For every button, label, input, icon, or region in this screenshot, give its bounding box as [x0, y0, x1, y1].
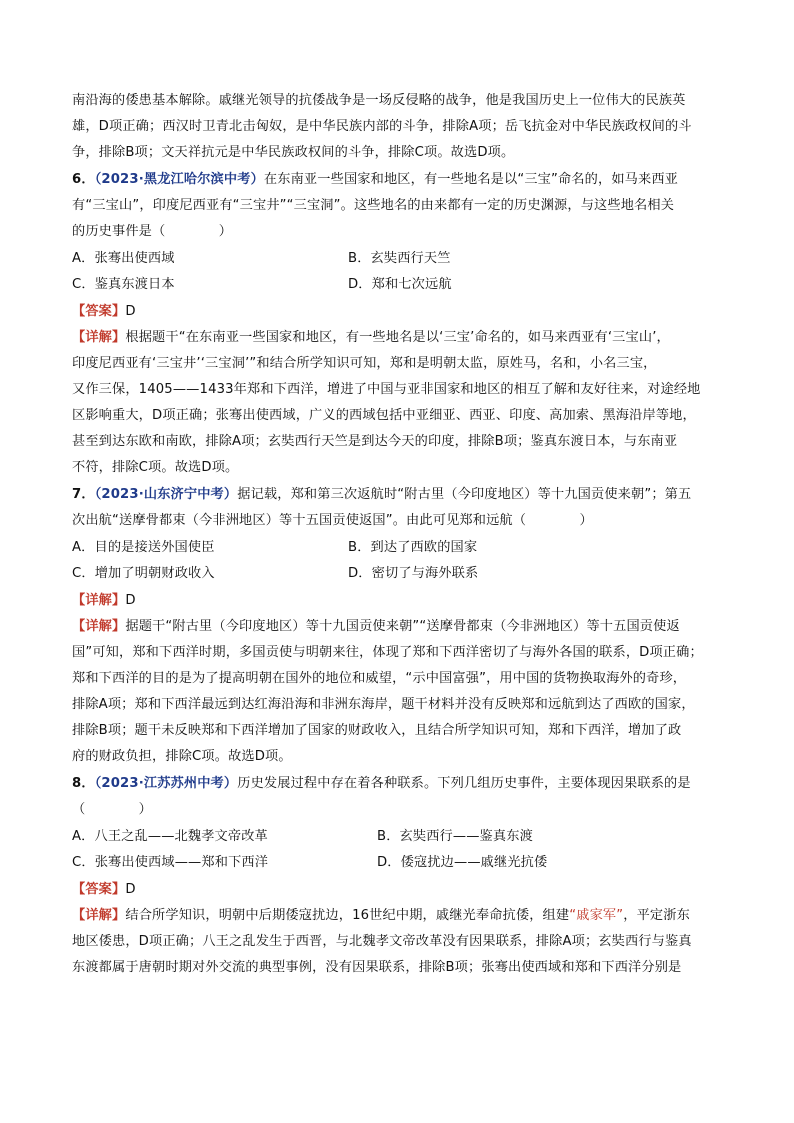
detail-line	[72, 616, 680, 638]
detail-text: 甚至到达东欧和南欧，排除A项；玄奘西行天竺是到达今天的印度，排除B项；鉴真东渡日本，与东南亚	[72, 434, 678, 449]
detail-text: 东渡都属于唐朝时期对外交流的典型事例，没有因果联系，排除B项；张骞出使西域和郑和下西洋分别是	[72, 960, 682, 975]
highlight-text: “戚家军”	[569, 908, 624, 923]
detail-text: 印度尼西亚有‘三宝井’‘三宝洞’”和结合所学知识可知，郑和是明朝太监，原姓马，名和，小名三宝，	[72, 356, 657, 371]
question-number: 6．	[72, 172, 95, 187]
option-a: A．张骞出使西域	[72, 251, 175, 266]
detail-text: 郑和下西洋的目的是为了提高明朝在国外的地位和威望，“示中国富强”，用中国的货物换取海外的奇珍，	[72, 671, 687, 686]
answer-line	[72, 879, 136, 901]
question-number: 8．	[72, 776, 95, 791]
option-b: B．到达了西欧的国家	[348, 540, 478, 555]
question-text: 据记载，郑和第三次返航时“附古里（今印度地区）等十九国贡使来朝”；第五	[237, 487, 692, 502]
detail-text: 根据题干“在东南亚一些国家和地区，有一些地名是以‘三宝’命名的，如马来西亚有‘三宝山’，	[125, 330, 670, 345]
question-number: 7．	[72, 487, 95, 502]
option-d: D．密切了与海外联系	[348, 566, 479, 581]
text-line: 争，排除B项；文天祥抗元是中华民族政权间的斗争，排除C项。故选D项。	[72, 145, 515, 160]
question-text: 次出航“送摩骨都束（今非洲地区）等十五国贡使返国”。由此可见郑和远航（ ）	[72, 513, 593, 528]
detail-text: 地区倭患，D项正确；八王之乱发生于西晋，与北魏孝文帝改革没有因果联系，排除A项；玄奘西行与鉴真	[72, 934, 692, 949]
detail-tag: 【详解】	[72, 593, 126, 608]
question-text: （ ）	[72, 802, 153, 817]
detail-line	[72, 327, 670, 349]
question-text: 有“三宝山”，印度尼西亚有“三宝井”“三宝洞”。这些地名的由来都有一定的历史渊源，与这些地名相关	[72, 198, 675, 213]
detail-text: 区影响重大，D项正确；张骞出使西域，广义的西域包括中亚细亚、西亚、印度、高加索、黑海沿岸等地，	[72, 408, 696, 423]
detail-text: 排除B项；题干未反映郑和下西洋增加了国家的财政收入，且结合所学知识可知，郑和下西洋，增加了政	[72, 723, 682, 738]
detail-text: 排除A项；郑和下西洋最远到达红海沿海和非洲东海岸，题干材料并没有反映郑和远航到达了西欧的国家，	[72, 697, 695, 712]
answer-tag: 【答案】	[72, 882, 126, 897]
option-c: C．增加了明朝财政收入	[72, 566, 215, 581]
question-text: 在东南亚一些国家和地区，有一些地名是以“三宝”命名的，如马来西亚	[263, 172, 679, 187]
answer-line	[72, 590, 136, 612]
detail-text: 府的财政负担，排除C项。故选D项。	[72, 749, 292, 764]
detail-tag: 【详解】	[72, 330, 126, 345]
question-source: （2023·黑龙江哈尔滨中考）	[94, 172, 264, 187]
option-a: A．八王之乱——北魏孝文帝改革	[72, 829, 268, 844]
detail-text: 不符，排除C项。故选D项。	[72, 460, 239, 475]
question-7-stem	[72, 484, 691, 506]
answer-value: D	[125, 882, 136, 897]
detail-text: 据题干“附古里（今印度地区）等十九国贡使来朝”“送摩骨都束（今非洲地区）等十五国贡使返	[125, 619, 680, 634]
option-c: C．张骞出使西域——郑和下西洋	[72, 855, 269, 870]
text-line: 南沿海的倭患基本解除。戚继光领导的抗倭战争是一场反侵略的战争，他是我国历史上一位伟大的民族英	[72, 93, 686, 108]
option-d: D．郑和七次远航	[348, 277, 452, 292]
question-6-stem	[72, 169, 678, 191]
question-8-stem	[72, 773, 691, 795]
question-text: 历史发展过程中存在着各种联系。下列几组历史事件，主要体现因果联系的是	[237, 776, 691, 791]
detail-line	[72, 905, 690, 927]
answer-line	[72, 301, 136, 323]
question-source: （2023·江苏苏州中考）	[94, 776, 238, 791]
option-c: C．鉴真东渡日本	[72, 277, 175, 292]
detail-tag: 【详解】	[72, 908, 126, 923]
question-source: （2023·山东济宁中考）	[94, 487, 238, 502]
detail-tag: 【详解】	[72, 619, 126, 634]
answer-value: D	[125, 304, 136, 319]
option-d: D．倭寇扰边——戚继光抗倭	[377, 855, 548, 870]
option-a: A．目的是接送外国使臣	[72, 540, 215, 555]
detail-text: 结合所学知识，明朝中后期倭寇扰边，16世纪中期，戚继光奉命抗倭，组建	[125, 908, 570, 923]
detail-text: ，平定浙东	[623, 908, 690, 923]
detail-text: 又作三保，1405——1433年郑和下西洋，增进了中国与亚非国家和地区的相互了解和友好往来，对途经地	[72, 382, 701, 397]
option-b: B．玄奘西行天竺	[348, 251, 451, 266]
option-b: B．玄奘西行——鉴真东渡	[377, 829, 533, 844]
answer-tag: 【答案】	[72, 304, 126, 319]
answer-value: D	[125, 593, 136, 608]
text-line: 雄，D项正确；西汉时卫青北击匈奴，是中华民族内部的斗争，排除A项；岳飞抗金对中华民族政权间的斗	[72, 119, 692, 134]
detail-text: 国”可知，郑和下西洋时期，多国贡使与明朝来往，体现了郑和下西洋密切了与海外各国的联系，D项正确；	[72, 645, 703, 660]
question-text: 的历史事件是（ ）	[72, 224, 233, 239]
